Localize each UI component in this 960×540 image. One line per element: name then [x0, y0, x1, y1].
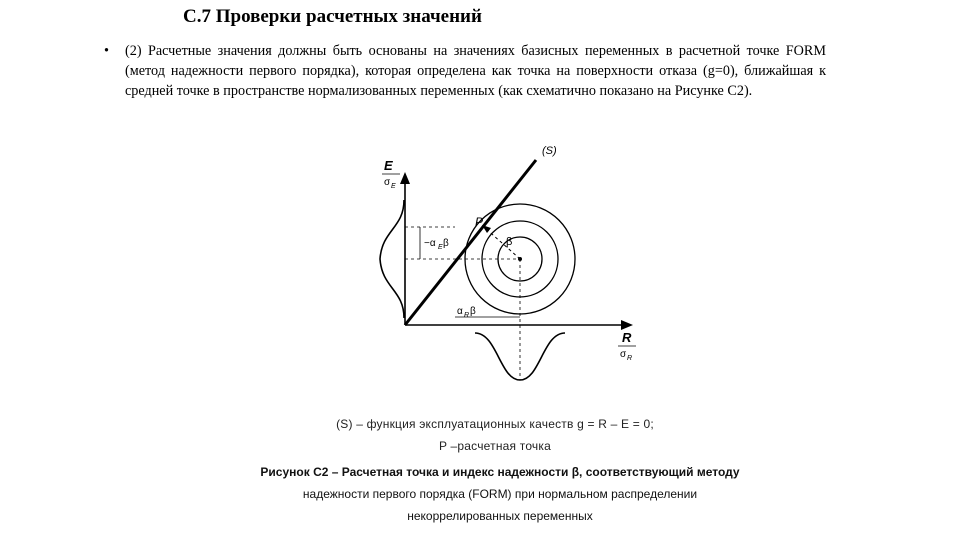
- alpha-r-label: α: [457, 306, 463, 317]
- figure-legend-line-1: (S) – функция эксплуатационных качеств g = R – E = 0;: [336, 417, 654, 431]
- beta-label: β: [506, 236, 513, 248]
- figure-caption-line-3: некоррелированных переменных: [407, 509, 593, 523]
- design-point-label: P: [475, 215, 484, 229]
- figure-caption-line-2: надежности первого порядка (FORM) при нормальном распределении: [302, 487, 698, 501]
- beta-vector-arrowhead: [482, 225, 491, 233]
- e-axis-sigma-index: E: [391, 183, 396, 190]
- form-design-point-diagram: [320, 140, 640, 395]
- r-axis-label: R: [622, 330, 632, 345]
- e-axis-arrowhead: [400, 172, 410, 184]
- figure-caption-line-1: Рисунок С2 – Расчетная точка и индекс надежности β, соответствующий методу: [260, 465, 740, 479]
- alpha-r-beta: β: [470, 306, 476, 317]
- alpha-e-label: −α: [424, 238, 436, 249]
- figure-legend-line-2: P –расчетная точка: [439, 439, 551, 453]
- alpha-r-index: R: [464, 312, 470, 319]
- beta-vector: [484, 227, 520, 259]
- bullet-text: (2) Расчетные значения должны быть основаны на значениях базисных переменных в расчетной точке FORM (метод надежности первого порядка), которая определена как точка на поверхности отказа (g=0), ближайшая к средней точке в пространстве нормализованных переменных (как схематично показано на Рисунке С2).: [125, 43, 826, 99]
- slide-title: С.7 Проверки расчетных значений: [183, 6, 482, 27]
- bullet-item: [104, 42, 826, 101]
- alpha-e-index: E: [438, 244, 443, 251]
- r-axis-sigma: σ: [620, 349, 627, 360]
- e-axis-label: E: [384, 158, 393, 173]
- surface-label: (S): [542, 145, 557, 157]
- e-distribution-curve: [380, 200, 404, 318]
- e-axis-sigma: σ: [384, 177, 391, 188]
- r-axis-sigma-index: R: [627, 355, 633, 362]
- r-axis-arrowhead: [621, 320, 633, 330]
- alpha-e-beta: β: [443, 238, 449, 249]
- bullet-marker: •: [104, 43, 109, 59]
